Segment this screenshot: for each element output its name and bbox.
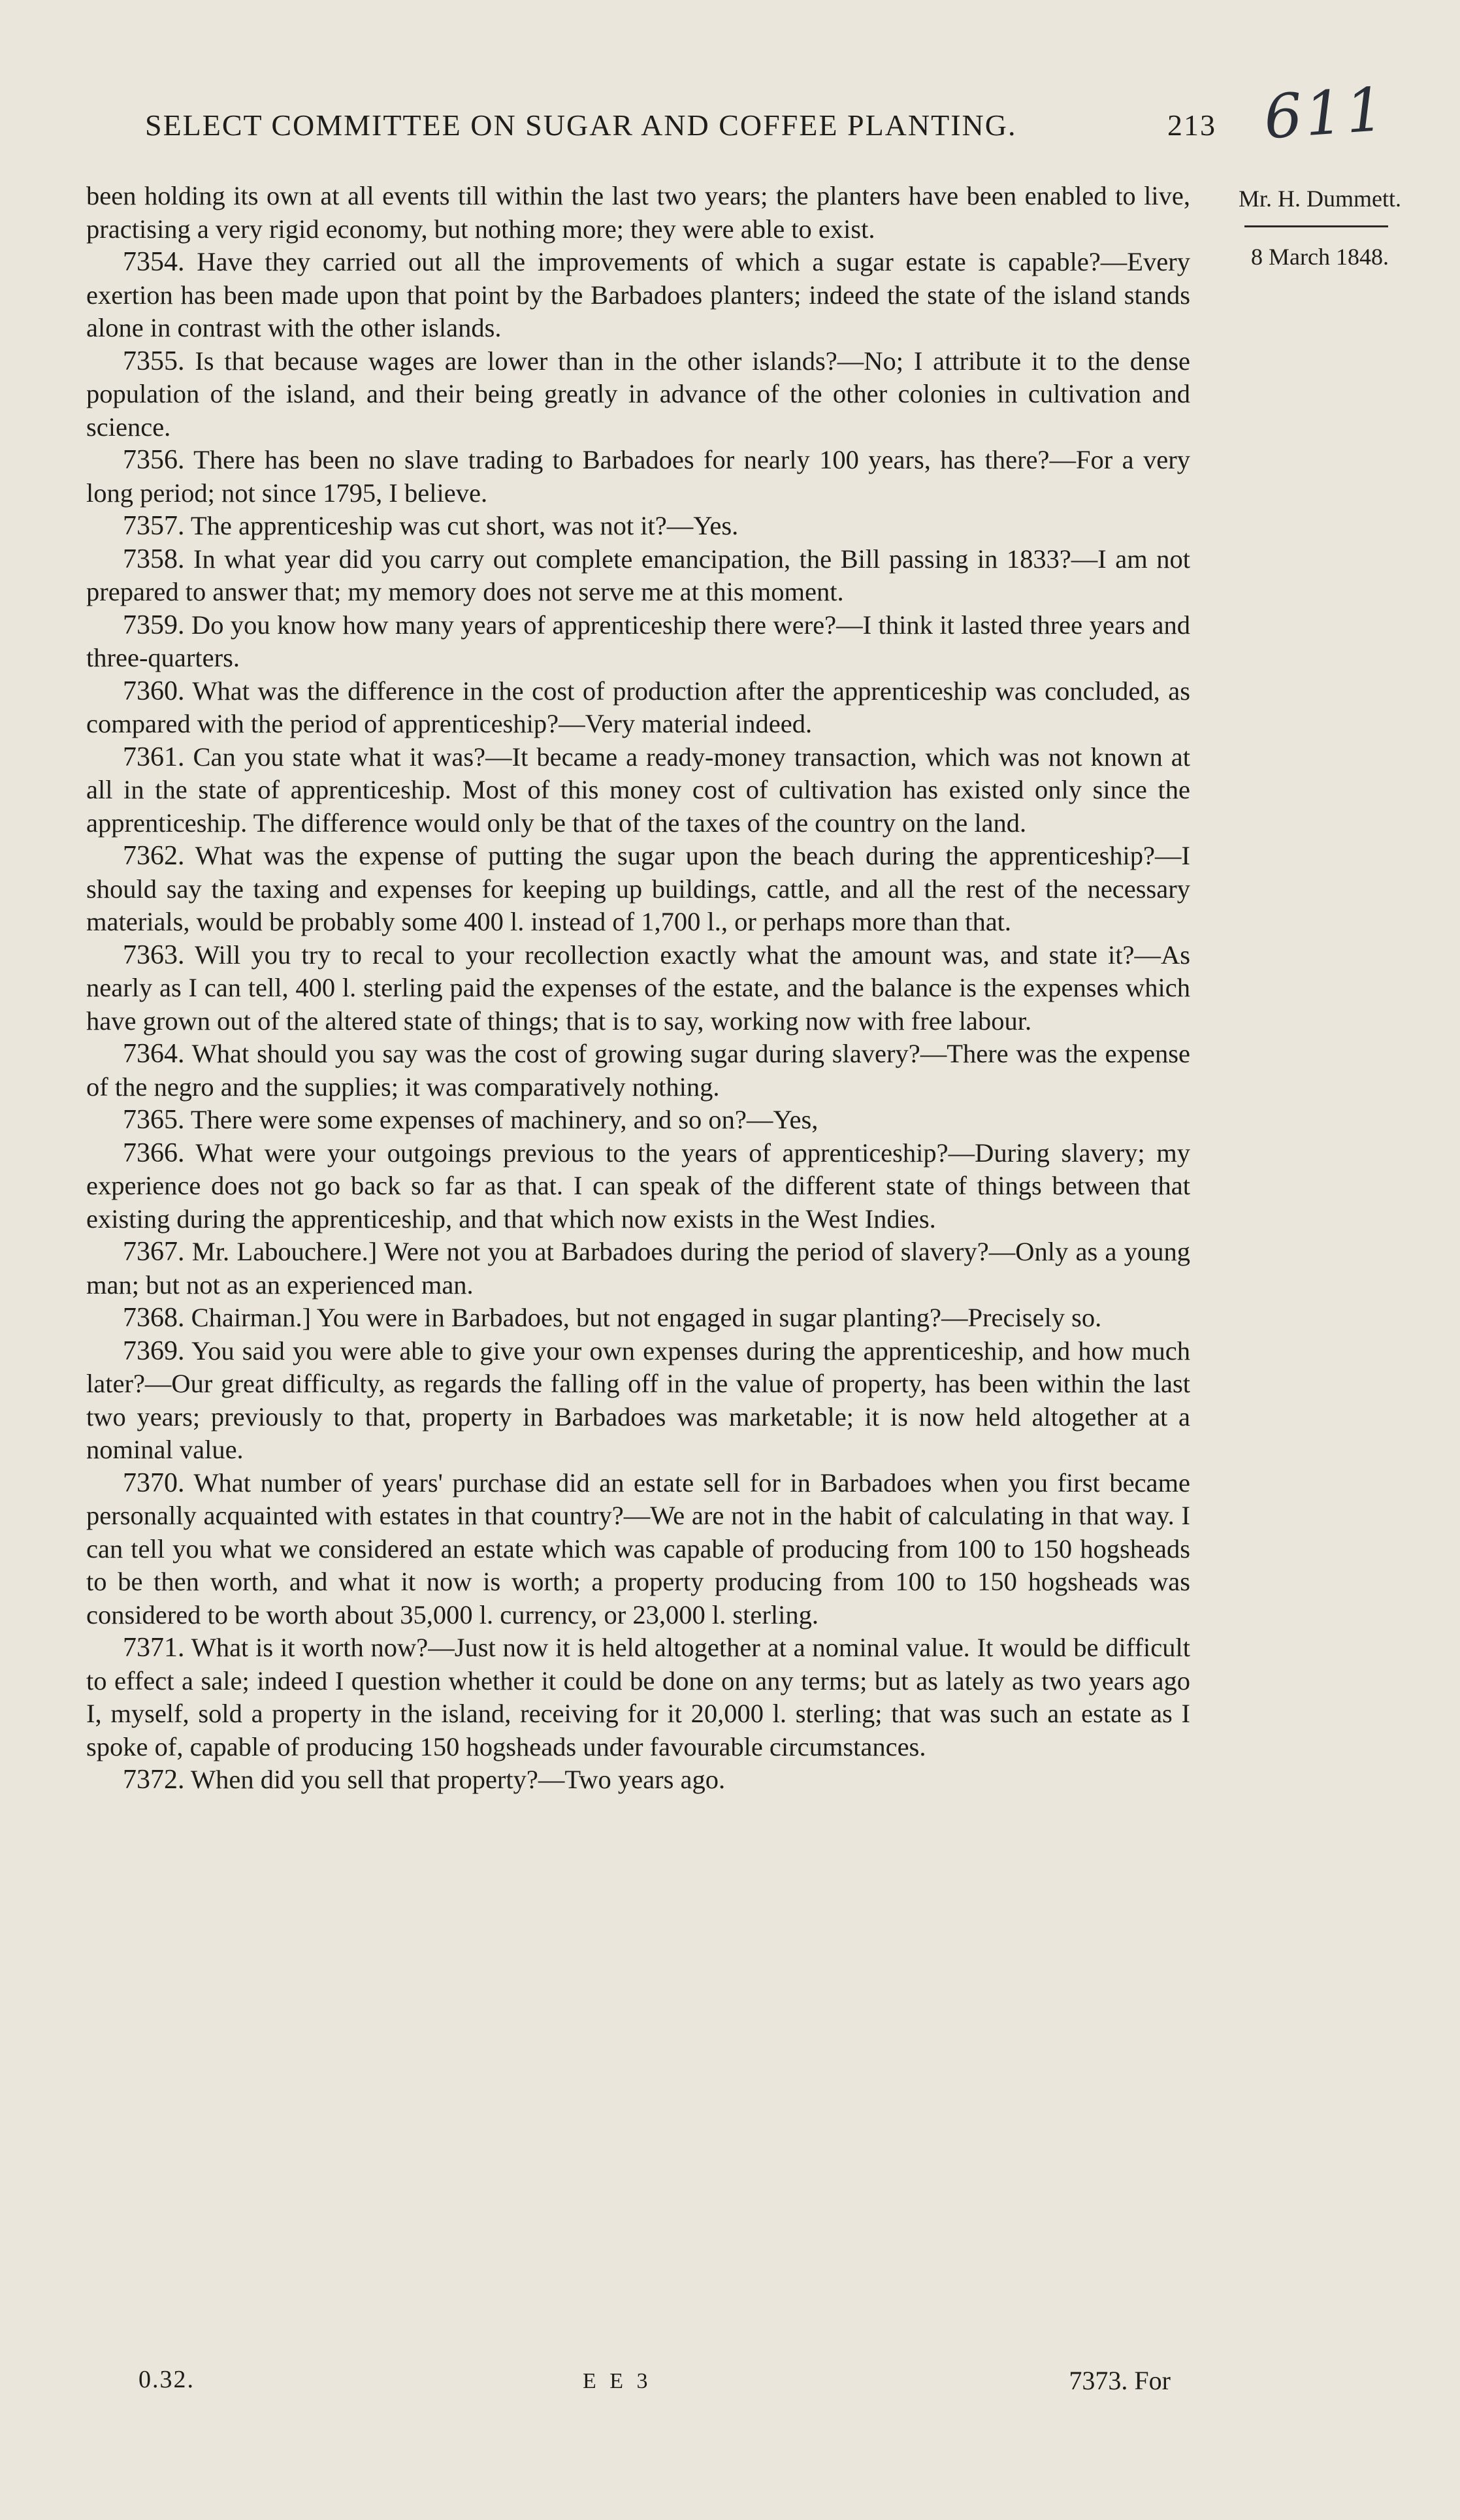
question-paragraph <box>86 510 1190 543</box>
question-number: 7363. <box>123 940 185 970</box>
page-number: 213 <box>1167 108 1216 142</box>
paragraph-text: What is it worth now?—Just now it is held altogether at a nominal value. It would be difficult to effect a sale; indeed I question whether it could be done on any terms; but as lately as two years ago I, myself, sold a property in the island, receiving for it 20,000 l. sterling; that was such an estate as I spoke of, capable of producing 150 hogsheads under favourable circumstances. <box>86 1633 1190 1761</box>
margin-date: 8 March 1848. <box>1251 244 1389 270</box>
question-number: 7369. <box>123 1335 185 1366</box>
question-number: 7364. <box>123 1039 185 1069</box>
question-paragraph <box>86 1467 1190 1632</box>
question-number: 7370. <box>123 1467 185 1498</box>
question-number: 7361. <box>123 742 185 772</box>
question-paragraph <box>86 246 1190 345</box>
question-paragraph <box>86 1763 1190 1797</box>
question-paragraph <box>86 1301 1190 1335</box>
paragraph-text: What should you say was the cost of growing sugar during slavery?—There was the expense of the negro and the supplies; it was comparatively nothing. <box>86 1039 1190 1102</box>
question-paragraph <box>86 1104 1190 1137</box>
paragraph-text: been holding its own at all events till within the last two years; the planters have been enabled to live, practising a very rigid economy, but nothing more; they were able to exist. <box>86 181 1190 244</box>
question-paragraph <box>86 741 1190 840</box>
paragraph-text: What were your outgoings previous to the years of apprenticeship?—During slavery; my experience does not go back so far as that. I can speak of the different state of things between that existing during the apprenticeship, and that which now exists in the West Indies. <box>86 1137 1190 1234</box>
question-paragraph <box>86 1631 1190 1763</box>
question-paragraph <box>86 1335 1190 1467</box>
question-paragraph <box>86 840 1190 939</box>
paragraph-text: There has been no slave trading to Barbadoes for nearly 100 years, has there?—For a very long period; not since 1795, I believe. <box>86 445 1190 508</box>
margin-divider <box>1244 225 1388 227</box>
question-number: 7366. <box>123 1137 185 1168</box>
paragraph-text: Do you know how many years of apprenticeship there were?—I think it lasted three years and three-quarters. <box>86 610 1190 672</box>
header-title: SELECT COMMITTEE ON SUGAR AND COFFEE PLANTING. <box>145 108 1017 142</box>
paragraph-text: Chairman.] You were in Barbadoes, but not engaged in sugar planting?—Precisely so. <box>191 1303 1102 1332</box>
question-paragraph <box>86 675 1190 741</box>
question-number: 7367. <box>123 1237 185 1267</box>
question-number: 7356. <box>123 445 185 475</box>
question-paragraph <box>86 543 1190 609</box>
question-paragraph <box>86 939 1190 1038</box>
question-paragraph <box>86 1235 1190 1301</box>
question-number: 7362. <box>123 841 185 871</box>
question-paragraph <box>86 1038 1190 1104</box>
paragraph-text: There were some expenses of machinery, and so on?—Yes, <box>190 1105 819 1134</box>
paragraph-text: You said you were able to give your own expenses during the apprenticeship, and how much later?—Our great difficulty, as regards the falling off in the value of property, has been within the last two years; previously to that, property in Barbadoes was marketable; it is now held altogether at a nominal value. <box>86 1335 1190 1464</box>
question-number: 7365. <box>123 1105 185 1135</box>
paragraph-text: Can you state what it was?—It became a ready-money transaction, which was not known at all in the state of apprenticeship. Most of this money cost of cultivation has existed only since the apprenticeship. The difference would only be that of the taxes of the country on the land. <box>86 742 1191 838</box>
paragraph-text: The apprenticeship was cut short, was not it?—Yes. <box>190 511 739 540</box>
question-number: 7357. <box>123 511 185 541</box>
question-paragraph <box>86 1137 1190 1236</box>
paragraph-text: What number of years' purchase did an estate sell for in Barbadoes when you first became personally acquainted with estates in that country?—We are not in the habit of calculating in that way. I can tell you what we considered an estate which was capable of producing from 100 to 150 hogsheads to be then worth, and what it now is worth; a property producing from 100 to 150 hogsheads was considered to be worth about 35,000 l. currency, or 23,000 l. sterling. <box>86 1467 1190 1629</box>
question-number: 7359. <box>123 610 185 640</box>
question-number: 7360. <box>123 676 185 706</box>
paragraph-continuation <box>86 180 1190 246</box>
paragraph-text: What was the expense of putting the sugar upon the beach during the apprenticeship?—I should say the taxing and expenses for keeping up buildings, cattle, and all the rest of the necessary materials, would be probably some 400 l. instead of 1,700 l., or perhaps more than that. <box>86 841 1190 936</box>
handwritten-folio-number: 611 <box>1261 74 1389 153</box>
paragraph-text: In what year did you carry out complete emancipation, the Bill passing in 1833?—I am not prepared to answer that; my memory does not serve me at this moment. <box>86 544 1190 606</box>
paragraph-text: What was the difference in the cost of production after the apprenticeship was concluded, as compared with the period of apprenticeship?—Very material indeed. <box>86 676 1190 738</box>
paragraph-text: Is that because wages are lower than in the other islands?—No; I attribute it to the dense population of the island, and their being greatly in advance of the other colonies in cultivation and science. <box>86 346 1190 442</box>
paragraph-text: Mr. Labouchere.] Were not you at Barbadoes during the period of slavery?—Only as a young man; but not as an experienced man. <box>86 1237 1191 1300</box>
paragraph-text: Have they carried out all the improvements of which a sugar estate is capable?—Every exertion has been made upon that point by the Barbadoes planters; indeed the state of the island stands alone in contrast with the other islands. <box>86 247 1190 342</box>
paragraph-text: Will you try to recal to your recollection exactly what the amount was, and state it?—As nearly as I can tell, 400 l. sterling paid the expenses of the estate, and the balance is the expenses which have grown out of the altered state of things; that is to say, working now with free labour. <box>86 940 1190 1036</box>
page-footer <box>86 2365 1190 2404</box>
question-number: 7355. <box>123 346 185 376</box>
question-number: 7368. <box>123 1303 185 1333</box>
question-paragraph <box>86 609 1190 675</box>
catchword: 7373. For <box>1069 2366 1171 2395</box>
footer-signature-mark: E E 3 <box>583 2369 652 2393</box>
question-number: 7354. <box>123 247 185 277</box>
question-paragraph <box>86 345 1190 444</box>
testimony-body <box>86 180 1190 1797</box>
footer-signature-left: 0.32. <box>138 2366 195 2393</box>
question-number: 7371. <box>123 1633 185 1663</box>
question-number: 7372. <box>123 1765 185 1795</box>
question-number: 7358. <box>123 544 185 574</box>
paragraph-text: When did you sell that property?—Two years ago. <box>190 1765 726 1794</box>
question-paragraph <box>86 444 1190 510</box>
margin-witness-name: Mr. H. Dummett. <box>1239 186 1401 212</box>
